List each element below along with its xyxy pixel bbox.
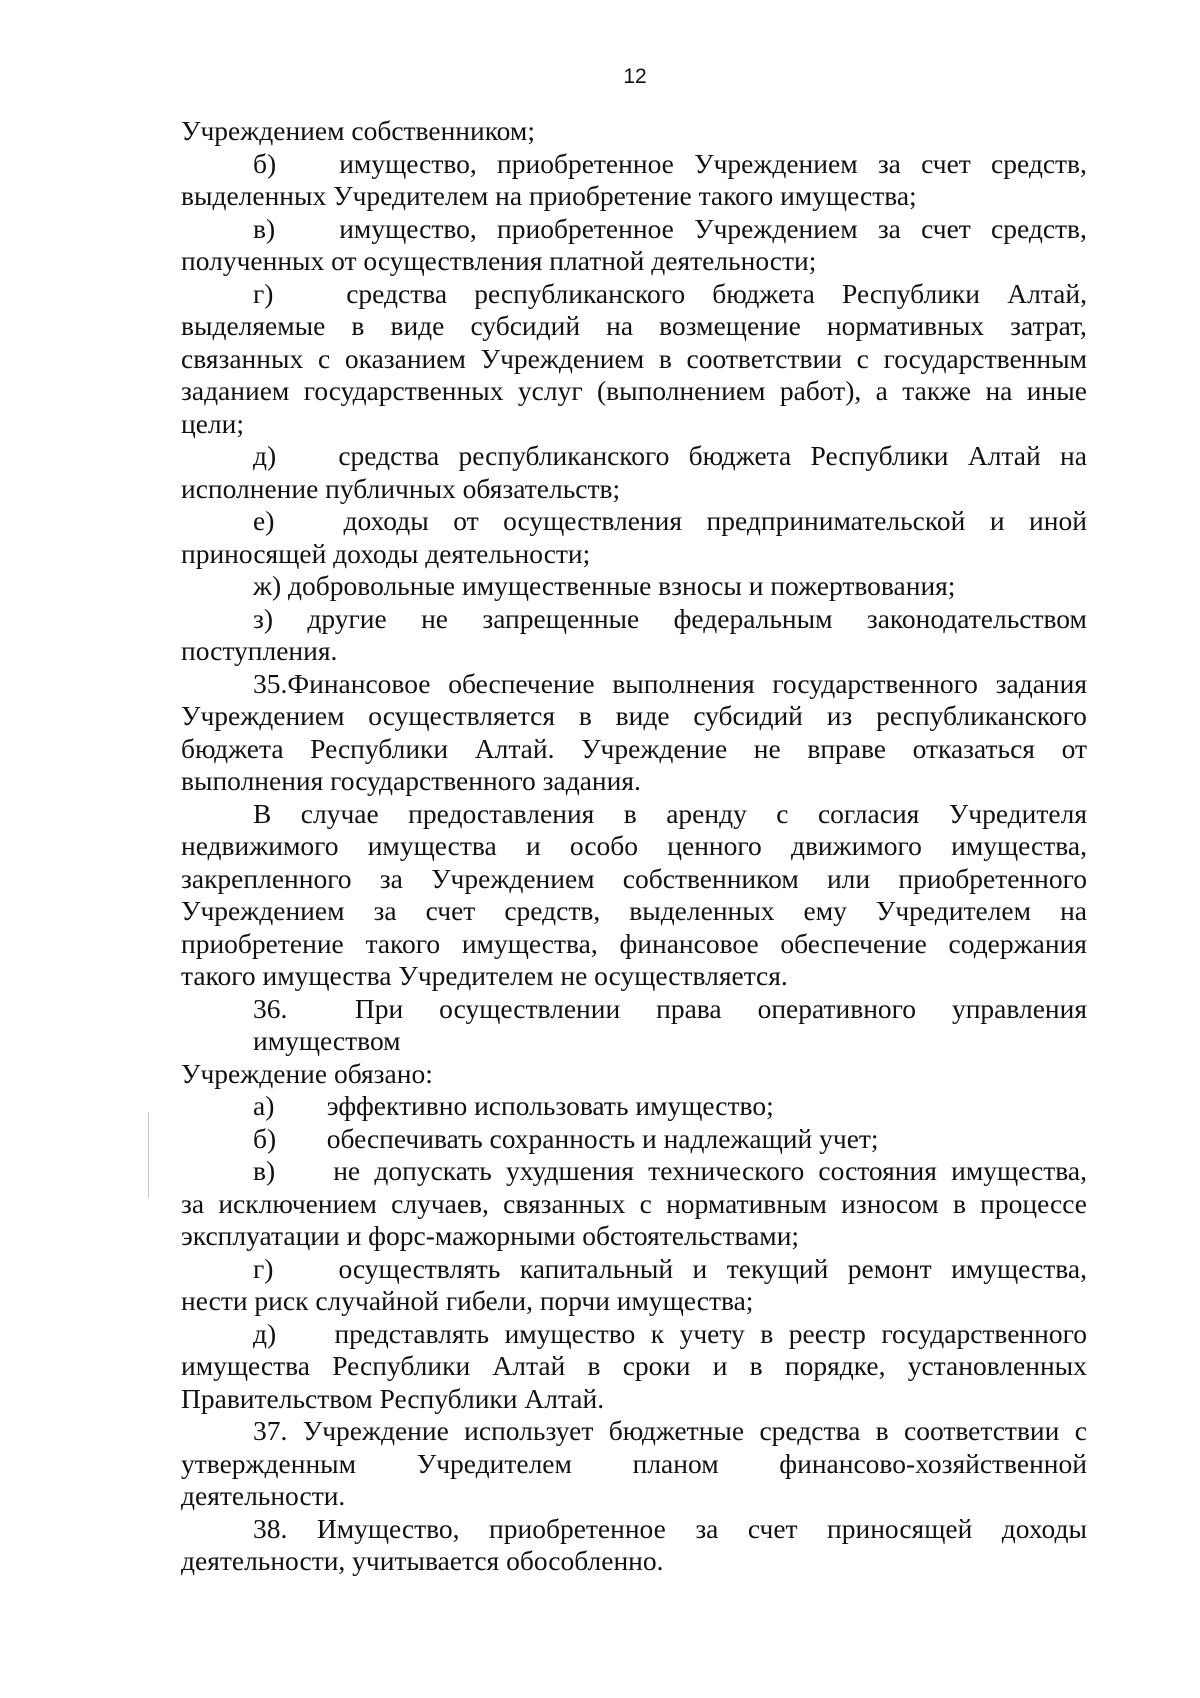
text-line	[181, 1383, 1087, 1416]
line-text: ж) добровольные имущественные взносы и пожертвования;	[253, 570, 956, 601]
line-text: такого имущества Учредителем не осуществляется.	[181, 960, 788, 991]
text-line	[181, 1545, 1087, 1578]
text-line: 37. Учреждение использует бюджетные средства в соответствии с	[253, 1415, 1087, 1446]
line-text: поступления.	[181, 635, 338, 666]
text-line: д) средства республиканского бюджета Республики Алтай на	[253, 440, 1087, 471]
text-line	[181, 115, 1087, 148]
text-line: 36. При осуществлении права оперативного управления	[253, 992, 1087, 1024]
text-line: б) имущество, приобретенное Учреждением за счет средств,	[253, 147, 1087, 179]
text-line	[181, 765, 1087, 798]
text-line	[181, 635, 1087, 668]
line-text: эксплуатации и форс-мажорными обстоятельствами;	[181, 1220, 800, 1251]
line-text: выполнения государственного задания.	[181, 765, 641, 796]
text-line	[181, 538, 1087, 571]
text-line	[181, 960, 1087, 993]
line-text: обеспечивать сохранность и надлежащий учет;	[326, 1122, 879, 1154]
line-text: деятельности, учитывается обособленно.	[181, 1545, 664, 1576]
text-line: за исключением случаев, связанных с нормативным износом в процессе	[181, 1187, 1087, 1219]
text-line: В случае предоставления в аренду с согласия Учредителя	[253, 797, 1087, 829]
text-line: связанных с оказанием Учреждением в соответствии с государственным	[181, 342, 1087, 374]
text-line: Учреждением осуществляется в виде субсидий из республиканского	[181, 700, 1087, 731]
list-marker: г)	[253, 277, 274, 309]
text-line	[181, 473, 1087, 506]
line-text: эффективно использовать имущество;	[326, 1090, 774, 1121]
text-line: д) представлять имущество к учету в реестр государственного	[253, 1317, 1087, 1349]
line-text: цели;	[181, 407, 245, 439]
text-line: е) доходы от осуществления предпринимательской и иной	[253, 505, 1087, 536]
text-line	[181, 1285, 1087, 1318]
text-line: з) другие не запрещенные федеральным законодательством	[253, 602, 1087, 634]
list-marker: в)	[253, 1155, 276, 1186]
text-line: имущества Республики Алтай в сроки и в порядке, установленных	[181, 1350, 1087, 1381]
line-text: деятельности.	[181, 1480, 346, 1511]
text-line: закрепленного за Учреждением собственником или приобретенного	[181, 862, 1087, 894]
line-text: имуществом	[253, 1025, 401, 1056]
text-line: в) не допускать ухудшения технического состояния имущества,	[253, 1155, 1087, 1186]
line-text: Учреждение обязано:	[181, 1057, 433, 1089]
line-text: полученных от осуществления платной деятельности;	[181, 245, 817, 276]
text-line	[181, 1025, 1087, 1058]
text-line	[181, 1058, 1087, 1091]
text-line: приобретение такого имущества, финансовое обеспечение содержания	[181, 927, 1087, 959]
line-text: выделенных Учредителем на приобретение такого имущества;	[181, 180, 917, 211]
scan-artifact-line	[148, 1112, 149, 1198]
list-marker: е)	[253, 505, 275, 536]
text-line: 38. Имущество, приобретенное за счет приносящей доходы	[253, 1512, 1087, 1544]
line-text: приносящей доходы деятельности;	[181, 537, 591, 569]
text-line: бюджета Республики Алтай. Учреждение не вправе отказаться от	[181, 732, 1087, 764]
text-line	[181, 1480, 1087, 1513]
text-line: недвижимого имущества и особо ценного движимого имущества,	[181, 830, 1087, 861]
text-line	[181, 1220, 1087, 1253]
list-marker: б)	[253, 147, 277, 179]
page-number: 12	[623, 65, 647, 88]
text-line	[181, 1090, 1087, 1123]
text-line	[181, 408, 1087, 441]
line-text: исполнение публичных обязательств;	[181, 472, 621, 504]
text-line	[181, 1123, 1087, 1156]
list-marker: д)	[253, 1317, 277, 1349]
text-line: г) осуществлять капитальный и текущий ремонт имущества,	[253, 1252, 1087, 1284]
list-marker: а)	[253, 1090, 275, 1121]
list-marker: 36.	[253, 992, 288, 1024]
text-line: выделяемые в виде субсидий на возмещение нормативных затрат,	[181, 310, 1087, 341]
text-line: утвержденным Учредителем планом финансово-хозяйственной	[181, 1447, 1087, 1479]
text-line: 35.Финансовое обеспечение выполнения государственного задания	[253, 667, 1087, 699]
list-marker: в)	[253, 212, 276, 244]
text-line	[181, 245, 1087, 278]
list-marker: д)	[253, 440, 277, 471]
line-text: Правительством Республики Алтай.	[181, 1382, 605, 1414]
text-line	[181, 570, 1087, 603]
text-line: Учреждением за счет средств, выделенных ему Учредителем на	[181, 895, 1087, 926]
text-line	[181, 180, 1087, 213]
list-marker: г)	[253, 1252, 274, 1284]
text-line: г) средства республиканского бюджета Республики Алтай,	[253, 277, 1087, 309]
text-line: в) имущество, приобретенное Учреждением за счет средств,	[253, 212, 1087, 244]
document-body	[181, 115, 1087, 1578]
list-marker: б)	[253, 1122, 277, 1154]
text-line: заданием государственных услуг (выполнением работ), а также на иные	[181, 375, 1087, 406]
line-text: Учреждением собственником;	[181, 115, 535, 146]
line-text: нести риск случайной гибели, порчи имущества;	[181, 1285, 754, 1316]
